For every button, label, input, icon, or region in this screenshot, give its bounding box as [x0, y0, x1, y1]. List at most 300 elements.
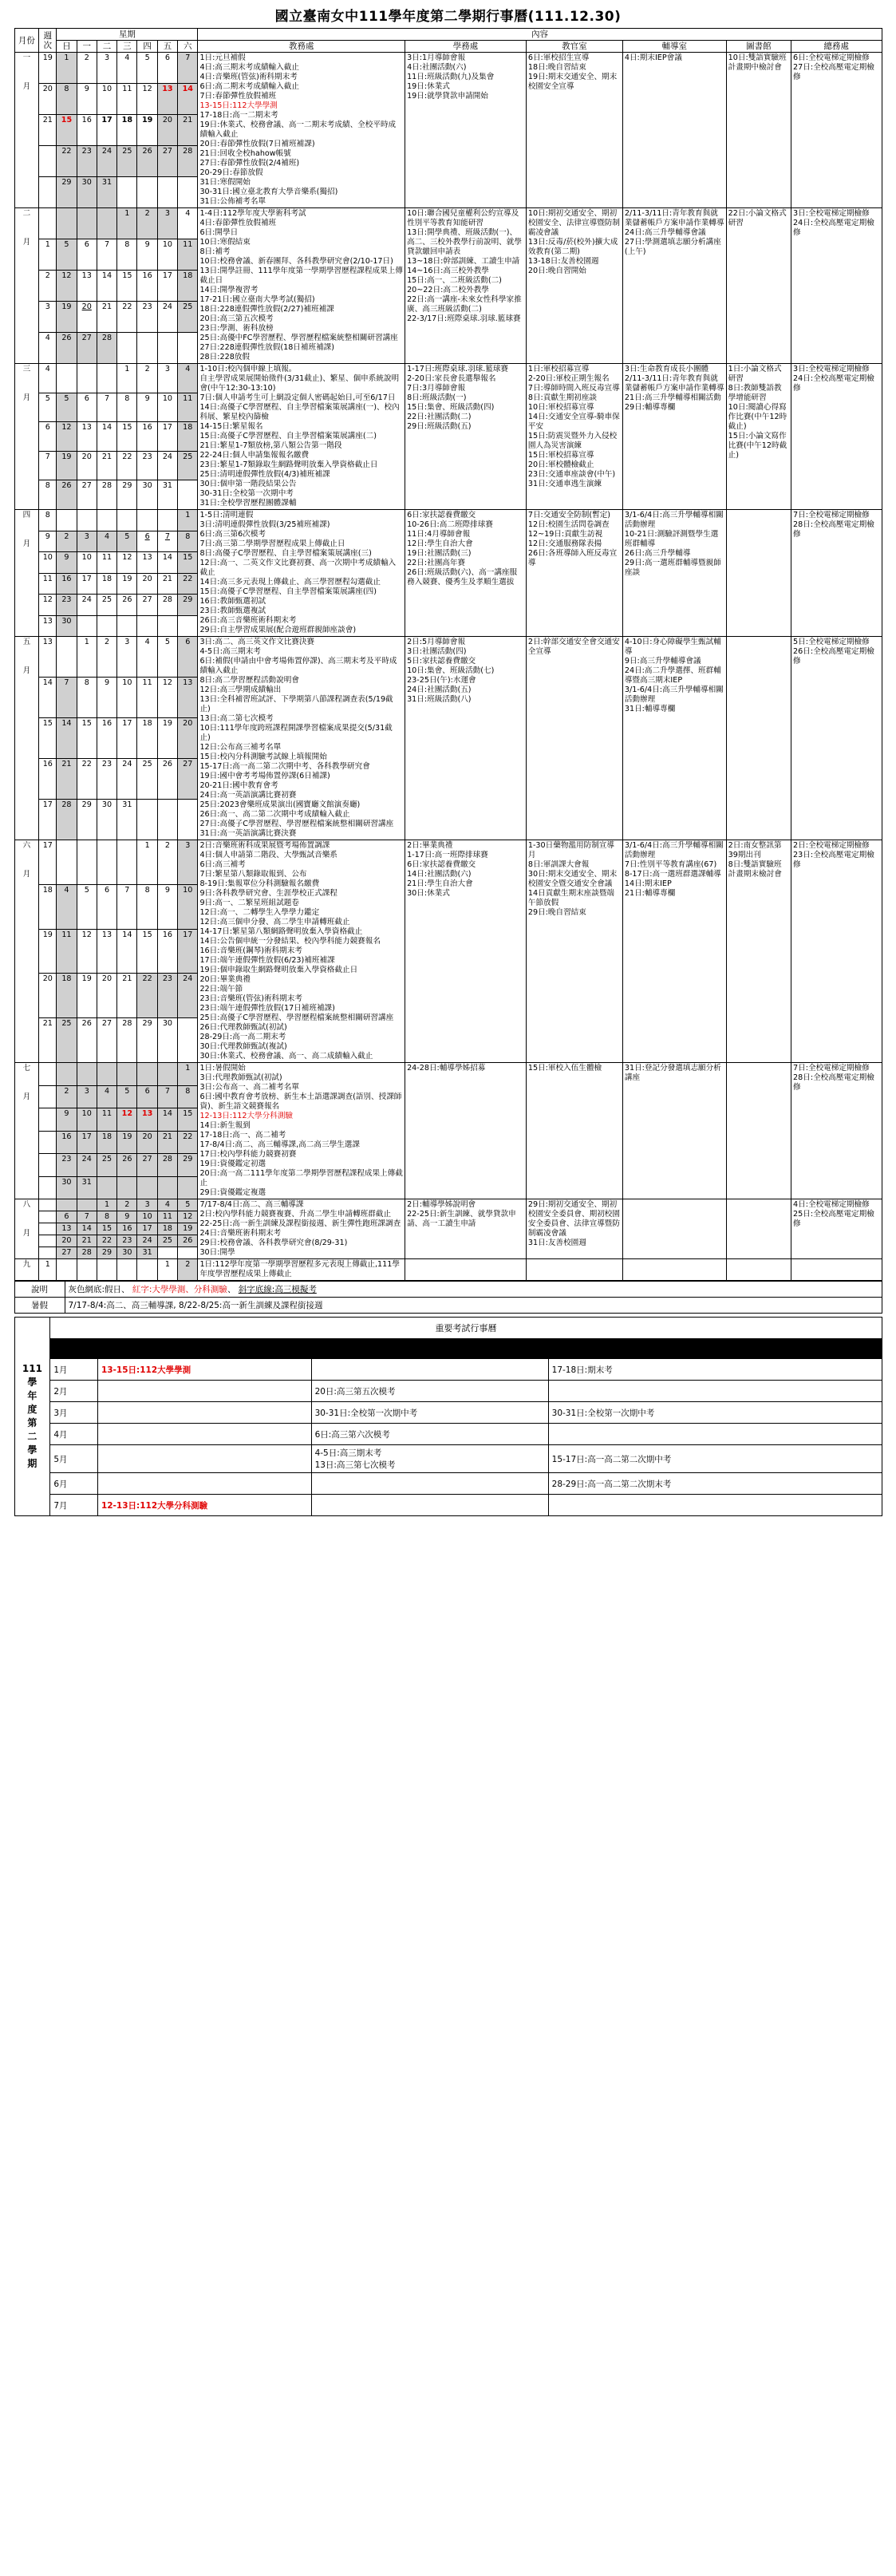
- date-number: 29: [61, 178, 72, 187]
- event-item: 8日:班級活動(一): [407, 393, 467, 402]
- date-cell: [137, 480, 157, 510]
- date-cell: [117, 364, 137, 393]
- event-item: 15日:軍校入伍生體檢: [527, 1064, 602, 1073]
- date-number: 8: [84, 678, 89, 687]
- date-number: 20: [101, 974, 112, 984]
- event-item: 20日:晚自習開始: [527, 267, 586, 275]
- date-cell: [178, 1108, 198, 1132]
- department-events: [622, 637, 726, 840]
- week-number: 9: [39, 531, 57, 552]
- event-item: 11日:班級活動(九)及集會: [407, 73, 495, 81]
- event-item: 7日:3月導師會報: [407, 384, 466, 393]
- date-cell: [137, 302, 157, 333]
- week-number: [39, 1247, 57, 1259]
- date-number: 26: [61, 334, 72, 342]
- date-number: 2: [64, 1086, 69, 1096]
- event-item: 31日:全校學習歷程團體課輔: [199, 499, 297, 508]
- date-cell: [117, 800, 137, 840]
- event-item: 22-24日:個人申請集報報名繳費: [199, 451, 310, 460]
- date-number: 12: [61, 423, 72, 433]
- date-cell: [137, 1176, 157, 1199]
- event-item: 25日:2023會樂班成果演出(國寶廳文館演奏廳): [199, 800, 361, 809]
- date-number: 9: [124, 1212, 130, 1221]
- header-week: 週次: [39, 29, 57, 53]
- event-item: 7日:導師時間入班反毒宣導: [527, 384, 620, 393]
- date-number: 25: [162, 1236, 173, 1245]
- date-cell: [137, 884, 157, 929]
- date-cell: [157, 510, 177, 531]
- date-cell: [57, 840, 77, 885]
- date-cell: [157, 393, 177, 422]
- date-cell: [97, 1247, 116, 1259]
- week-row: [14, 510, 882, 531]
- date-cell: [178, 53, 198, 84]
- week-number: 19: [39, 53, 57, 84]
- department-events: [405, 637, 527, 840]
- event-item: 29日:晚自習結束: [527, 908, 586, 917]
- date-cell: [157, 333, 177, 364]
- date-number: 3: [84, 1086, 89, 1096]
- date-cell: [117, 615, 137, 637]
- department-events: [198, 1063, 405, 1199]
- date-number: 10: [142, 1212, 152, 1221]
- event-item: 13-15日:112大學學測: [199, 101, 278, 110]
- date-number: 26: [81, 1019, 92, 1029]
- date-cell: [157, 1063, 177, 1086]
- date-cell: [157, 1131, 177, 1154]
- event-item: 4日:全校電梯定期檢修: [793, 1200, 870, 1209]
- date-number: 20: [61, 1236, 72, 1245]
- date-cell: [137, 393, 157, 422]
- event-item: 7/17-8/4日:高二、高三輔導課: [199, 1200, 304, 1209]
- date-cell: [57, 1131, 77, 1154]
- week-number: [39, 1108, 57, 1132]
- event-item: 19日:期末交通安全、期末校園安全宣導: [527, 73, 618, 91]
- date-number: 26: [122, 595, 132, 604]
- date-cell: [57, 637, 77, 678]
- date-cell: [77, 480, 97, 510]
- date-cell: [97, 146, 116, 177]
- date-number: 28: [101, 334, 112, 342]
- date-cell: [57, 884, 77, 929]
- date-cell: [97, 53, 116, 84]
- date-cell: [57, 333, 77, 364]
- date-cell: [77, 800, 97, 840]
- date-number: 4: [124, 53, 130, 62]
- event-item: 19日:國中會考考場佈置停課(6日補課): [199, 772, 330, 780]
- department-events: [622, 1259, 726, 1281]
- date-cell: [97, 800, 116, 840]
- date-cell: [157, 451, 177, 480]
- date-number: 26: [162, 760, 173, 768]
- date-number: 18: [183, 423, 193, 433]
- exam-row: [14, 1445, 882, 1473]
- department-events: [405, 208, 527, 364]
- date-number: 29: [81, 800, 92, 809]
- date-number: 23: [81, 147, 92, 156]
- date-cell: [77, 759, 97, 800]
- date-cell: [117, 552, 137, 574]
- date-cell: [178, 1211, 198, 1223]
- date-cell: [157, 480, 177, 510]
- date-cell: [77, 531, 97, 552]
- date-cell: [137, 510, 157, 531]
- event-item: 18日:228連假彈性放假(2/27)補班補課: [199, 305, 334, 314]
- event-item: 4-10日:身心障礙學生甄試輔導: [624, 638, 721, 656]
- date-number: 16: [142, 423, 152, 433]
- date-cell: [117, 1259, 137, 1281]
- event-item: 24日:高三升學輔導會議: [624, 228, 706, 237]
- date-number: 20: [142, 574, 152, 583]
- event-item: 10日:期初交通安全、期初校園安全、法律宣導暨防制霸凌會議: [527, 209, 620, 237]
- week-row: [14, 1063, 882, 1086]
- date-cell: [157, 759, 177, 800]
- date-cell: [77, 271, 97, 302]
- date-cell: [157, 1176, 177, 1199]
- date-number: 5: [124, 1086, 130, 1096]
- exam-mock: [311, 1473, 548, 1495]
- event-item: 2日:幹部交通安全會交通安全宣導: [527, 638, 620, 656]
- event-item: 2日:全校電梯定期檢修: [793, 841, 870, 850]
- department-events: [526, 840, 622, 1063]
- event-item: 28日:全校高壓電定期檢修: [793, 520, 874, 539]
- date-cell: [57, 759, 77, 800]
- date-number: 5: [84, 885, 89, 895]
- month-label: 二 月: [14, 208, 39, 364]
- date-cell: [57, 393, 77, 422]
- date-number: 8: [104, 1212, 110, 1221]
- event-item: 22日:端午節: [199, 985, 243, 994]
- date-number: 8: [124, 240, 130, 249]
- date-cell: [178, 333, 198, 364]
- legend-text: 灰色網底:假日、 紅字:大學學測、分科測驗、 斜字底線:高三模擬考: [65, 1282, 882, 1298]
- date-cell: [137, 364, 157, 393]
- event-item: 7日:性別平等教育講座(67): [624, 860, 717, 869]
- week-number: 1: [39, 1259, 57, 1281]
- date-cell: [57, 678, 77, 718]
- department-events: [726, 840, 791, 1063]
- exam-month: 3月: [50, 1402, 98, 1424]
- date-cell: [57, 615, 77, 637]
- date-cell: [77, 1018, 97, 1063]
- event-item: 3日:社團活動(四): [407, 647, 467, 656]
- date-number: 1: [185, 511, 191, 520]
- date-number: 19: [122, 1132, 132, 1141]
- date-number: 1: [144, 841, 150, 850]
- date-cell: [97, 678, 116, 718]
- date-number: 18: [121, 116, 133, 124]
- header-department: 圖書館: [726, 41, 791, 53]
- date-number: 25: [183, 302, 193, 311]
- date-number: 2: [124, 1200, 130, 1209]
- legend-label: 說明: [14, 1282, 65, 1298]
- date-cell: [157, 1108, 177, 1132]
- date-cell: [97, 1108, 116, 1132]
- event-item: 12日:高三學期成績輸出: [199, 685, 282, 694]
- week-row: [14, 1199, 882, 1211]
- date-cell: [117, 1176, 137, 1199]
- date-number: 14: [61, 719, 72, 728]
- event-item: 2日:畢業典禮: [407, 841, 453, 850]
- date-number: 31: [81, 1177, 92, 1187]
- date-cell: [57, 1211, 77, 1223]
- date-number: 2: [144, 365, 150, 373]
- event-item: 20-21日:國中教育會考: [199, 781, 278, 790]
- date-number: 14: [162, 553, 173, 562]
- event-item: 6日:補假(申請由中會考場佈置停課)、高三期末考及平時成績輸入截止: [199, 657, 397, 675]
- date-cell: [117, 422, 137, 452]
- date-number: 29: [122, 481, 132, 491]
- exam-month: 2月: [50, 1381, 98, 1402]
- date-cell: [178, 1176, 198, 1199]
- date-cell: [77, 1199, 97, 1211]
- date-cell: [117, 1108, 137, 1132]
- week-number: [39, 1235, 57, 1247]
- event-item: 18日:晚自習結束: [527, 63, 586, 72]
- date-cell: [117, 840, 137, 885]
- date-cell: [77, 573, 97, 595]
- date-cell: [157, 1211, 177, 1223]
- date-cell: [137, 1154, 157, 1177]
- date-number: 4: [64, 885, 69, 895]
- event-item: 30日:個申第一階段結果公告: [199, 480, 297, 488]
- event-item: 15日:高優子C學習歷程、自主學習檔案策展講座(四): [199, 587, 377, 596]
- date-cell: [137, 177, 157, 208]
- date-cell: [157, 615, 177, 637]
- date-cell: [57, 53, 77, 84]
- date-cell: [157, 1154, 177, 1177]
- exam-row: [14, 1381, 882, 1402]
- date-number: 29: [183, 595, 193, 604]
- date-cell: [117, 115, 137, 146]
- event-item: 23日:教師甄選複試: [199, 606, 266, 615]
- date-cell: [97, 595, 116, 616]
- event-item: 24日:高二升學選擇、班群輔導暨高三期末IEP: [624, 666, 721, 685]
- date-number: 9: [144, 240, 150, 249]
- event-item: 6日:家扶認養費繳交: [407, 511, 476, 520]
- event-item: 3日:全校電梯定期檢修: [793, 209, 870, 218]
- date-number: 6: [144, 1086, 150, 1096]
- date-cell: [137, 271, 157, 302]
- date-number: 8: [124, 393, 130, 403]
- date-cell: [137, 208, 157, 239]
- exam-header: 重要考試行事曆: [50, 1318, 882, 1339]
- date-cell: [57, 718, 77, 759]
- event-item: 23日:全校高壓電定期檢修: [793, 851, 874, 869]
- date-cell: [57, 1018, 77, 1063]
- event-item: 10日:軍校招募宣導: [527, 403, 594, 412]
- exam-school: [548, 1424, 882, 1445]
- date-number: 7: [104, 240, 110, 249]
- date-number: 13: [183, 678, 193, 687]
- date-number: 28: [122, 1019, 132, 1029]
- date-number: 4: [164, 1200, 170, 1209]
- event-item: 26日:高三升學輔導: [624, 549, 691, 558]
- week-number: 6: [39, 422, 57, 452]
- event-item: 23日:端午連假彈性放假(17日補班補課): [199, 1004, 335, 1013]
- date-cell: [137, 678, 157, 718]
- date-cell: [157, 1018, 177, 1063]
- date-cell: [137, 595, 157, 616]
- event-item: 8日:軍訓課大會報: [527, 860, 590, 869]
- date-number: 13: [142, 553, 152, 562]
- header-weekday: 三: [117, 41, 137, 53]
- date-cell: [117, 884, 137, 929]
- month-label: 一 月: [14, 53, 39, 208]
- department-events: [405, 364, 527, 510]
- date-number: 18: [162, 1224, 173, 1233]
- date-cell: [178, 1085, 198, 1108]
- date-cell: [77, 239, 97, 271]
- exam-mock: [311, 1495, 548, 1516]
- month-label: 四 月: [14, 510, 39, 637]
- event-item: 3/1-6/4日:高三升學輔導相關活動辦理: [624, 841, 724, 859]
- week-number: 4: [39, 364, 57, 393]
- date-number: 10: [162, 393, 173, 403]
- date-number: 16: [122, 1224, 132, 1233]
- date-cell: [57, 1223, 77, 1235]
- date-number: 19: [162, 719, 173, 728]
- event-item: 22日:高一講座-未來女性科學家推廣、高三班級活動(二): [407, 295, 522, 314]
- week-number: 11: [39, 573, 57, 595]
- legend-table: [14, 1281, 882, 1314]
- date-number: 14: [101, 423, 112, 433]
- department-events: [198, 53, 405, 208]
- date-cell: [97, 239, 116, 271]
- date-number: 17: [142, 1224, 152, 1233]
- date-cell: [117, 1199, 137, 1211]
- exam-month: 1月: [50, 1359, 98, 1381]
- date-number: 2: [185, 1260, 191, 1269]
- date-number: 20: [81, 302, 92, 311]
- header-weekday: 五: [157, 41, 177, 53]
- event-item: 31日:登記分發選填志願分析講座: [624, 1064, 721, 1082]
- week-number: 5: [39, 393, 57, 422]
- week-number: 19: [39, 929, 57, 974]
- exam-mock: 30-31日:全校第一次期中考: [311, 1402, 548, 1424]
- event-item: 22日:小論文格式研習: [728, 209, 787, 227]
- date-cell: [137, 840, 157, 885]
- week-number: 4: [39, 333, 57, 364]
- department-events: [405, 1063, 527, 1199]
- date-number: 26: [142, 147, 152, 156]
- date-cell: [57, 1259, 77, 1281]
- date-number: 15: [142, 930, 152, 939]
- event-item: 1日:暑假開始: [199, 1064, 246, 1073]
- department-events: [622, 510, 726, 637]
- event-item: 12日:校園生活問卷調查: [527, 520, 610, 529]
- date-cell: [178, 177, 198, 208]
- month-label: 五 月: [14, 637, 39, 840]
- date-number: 4: [104, 531, 110, 541]
- event-item: 26日:班級活動(六)、高一講座服務入競賽、優秀生及孝順生選拔: [407, 568, 518, 587]
- department-events: [526, 364, 622, 510]
- date-cell: [77, 1247, 97, 1259]
- event-item: 12~19日:貢獻生訪視: [527, 530, 603, 539]
- exam-month: 4月: [50, 1424, 98, 1445]
- department-events: [198, 1199, 405, 1259]
- date-cell: [117, 510, 137, 531]
- date-number: 20: [142, 1132, 152, 1141]
- event-item: 24-28日:輔導學姊招募: [407, 1064, 486, 1073]
- event-item: 31日:班級活動(八): [407, 695, 472, 704]
- event-item: 14日:開學複習考: [199, 286, 259, 294]
- date-cell: [97, 840, 116, 885]
- department-events: [405, 53, 527, 208]
- date-number: 30: [162, 1019, 173, 1029]
- date-number: 31: [122, 800, 132, 809]
- date-number: 19: [81, 974, 92, 984]
- date-cell: [178, 84, 198, 115]
- exam-row: [14, 1359, 882, 1381]
- event-item: 4日:社團活動(六): [407, 63, 467, 72]
- date-number: 25: [101, 595, 112, 604]
- department-events: [526, 1259, 622, 1281]
- event-item: 4日:春節彈性放假補班: [199, 219, 277, 227]
- event-item: 17日:校內學科能力競賽初賽: [199, 1150, 297, 1159]
- event-item: 20日:畢業典禮: [199, 975, 251, 984]
- date-cell: [57, 1154, 77, 1177]
- date-cell: [77, 884, 97, 929]
- date-cell: [137, 422, 157, 452]
- date-cell: [178, 146, 198, 177]
- date-cell: [157, 678, 177, 718]
- exam-major: [97, 1424, 311, 1445]
- header-weekday: 六: [178, 41, 198, 53]
- date-cell: [97, 552, 116, 574]
- date-number: 14: [101, 271, 112, 280]
- event-item: 7日:全校電梯定期檢修: [793, 1064, 870, 1073]
- event-item: 3日:生命教育成長小團體: [624, 365, 709, 373]
- date-cell: [178, 759, 198, 800]
- event-item: 2-20日:家長會長選舉報名: [407, 374, 496, 383]
- date-number: 22: [122, 302, 132, 311]
- date-number: 28: [61, 800, 72, 809]
- date-cell: [137, 531, 157, 552]
- date-number: 16: [142, 271, 152, 280]
- date-cell: [77, 84, 97, 115]
- date-cell: [77, 53, 97, 84]
- week-number: [39, 1199, 57, 1211]
- date-number: 12: [81, 930, 92, 939]
- event-item: 8日:教師雙語教學增能研習: [728, 384, 782, 402]
- department-events: [198, 1259, 405, 1281]
- date-cell: [137, 1223, 157, 1235]
- event-item: 27日:228連假彈性放假(18日補班補課): [199, 343, 335, 352]
- date-cell: [137, 115, 157, 146]
- date-cell: [97, 1063, 116, 1086]
- date-cell: [137, 1018, 157, 1063]
- week-number: 16: [39, 759, 57, 800]
- date-cell: [157, 929, 177, 974]
- date-number: 3: [185, 841, 191, 850]
- date-cell: [178, 1018, 198, 1063]
- date-cell: [97, 1259, 116, 1281]
- date-cell: [117, 1247, 137, 1259]
- date-number: 16: [81, 116, 92, 124]
- date-cell: [117, 302, 137, 333]
- department-events: [526, 637, 622, 840]
- week-row: [14, 637, 882, 678]
- date-cell: [137, 146, 157, 177]
- event-item: 29日:高一選班群輔導暨親師座談: [624, 559, 721, 577]
- department-events: [405, 1199, 527, 1259]
- exam-mock: 20日:高三第五次模考: [311, 1381, 548, 1402]
- date-cell: [178, 615, 198, 637]
- date-cell: [178, 1259, 198, 1281]
- date-number: 17: [122, 719, 132, 728]
- event-item: 2/11-3/11日:青年教育與就業儲蓄帳戶方案申請作業轉導: [624, 374, 724, 393]
